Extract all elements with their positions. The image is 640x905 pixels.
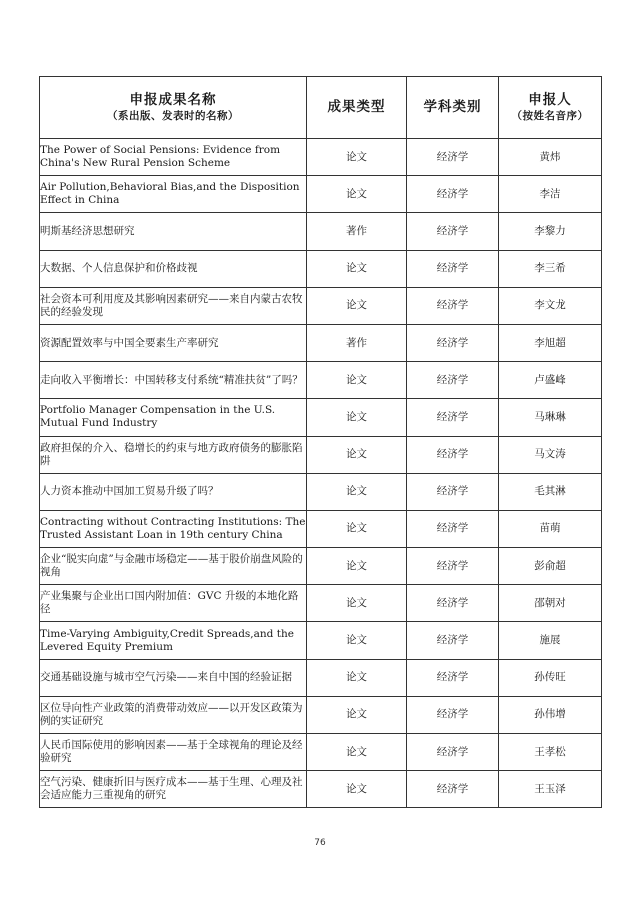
table-row bbox=[40, 213, 602, 250]
row-type: 论文 bbox=[307, 771, 407, 808]
row-author: 李文龙 bbox=[499, 287, 602, 324]
row-type: 论文 bbox=[307, 510, 407, 547]
row-type: 论文 bbox=[307, 287, 407, 324]
table-row bbox=[40, 585, 602, 622]
row-type: 论文 bbox=[307, 139, 407, 176]
row-subject: 经济学 bbox=[407, 696, 499, 733]
row-author: 邵朝对 bbox=[499, 585, 602, 622]
table-row bbox=[40, 287, 602, 324]
row-author: 王孝松 bbox=[499, 734, 602, 771]
header-title-sub: （系出版、发表时的名称） bbox=[107, 109, 239, 122]
table-row bbox=[40, 399, 602, 436]
row-subject: 经济学 bbox=[407, 139, 499, 176]
header-subject bbox=[407, 77, 499, 139]
row-title: 走向收入平衡增长：中国转移支付系统“精准扶贫”了吗？ bbox=[40, 362, 307, 399]
row-author: 毛其淋 bbox=[499, 473, 602, 510]
row-author: 李旭超 bbox=[499, 324, 602, 361]
row-title: 人民币国际使用的影响因素——基于全球视角的理论及经验研究 bbox=[40, 734, 307, 771]
row-type: 论文 bbox=[307, 399, 407, 436]
row-type: 论文 bbox=[307, 250, 407, 287]
header-subject-label: 学科类别 bbox=[423, 99, 482, 115]
table-row bbox=[40, 696, 602, 733]
table-row bbox=[40, 771, 602, 808]
row-title: Time-Varying Ambiguity,Credit Spreads,and the Levered Equity Premium bbox=[40, 622, 307, 659]
row-subject: 经济学 bbox=[407, 176, 499, 213]
row-title: The Power of Social Pensions: Evidence from China's New Rural Pension Scheme bbox=[40, 139, 307, 176]
table-row bbox=[40, 362, 602, 399]
row-subject: 经济学 bbox=[407, 622, 499, 659]
row-title: 资源配置效率与中国全要素生产率研究 bbox=[40, 324, 307, 361]
table-row bbox=[40, 139, 602, 176]
row-title: 交通基础设施与城市空气污染——来自中国的经验证据 bbox=[40, 659, 307, 696]
row-type: 论文 bbox=[307, 436, 407, 473]
row-author: 彭俞超 bbox=[499, 548, 602, 585]
row-title: 人力资本推动中国加工贸易升级了吗？ bbox=[40, 473, 307, 510]
row-title: Contracting without Contracting Institutions: The Trusted Assistant Loan in 19th century China bbox=[40, 510, 307, 547]
header-author bbox=[499, 77, 602, 139]
table-row bbox=[40, 436, 602, 473]
row-author: 施展 bbox=[499, 622, 602, 659]
row-type: 论文 bbox=[307, 176, 407, 213]
row-title: 企业“脱实向虚”与金融市场稳定——基于股价崩盘风险的视角 bbox=[40, 548, 307, 585]
table-row bbox=[40, 510, 602, 547]
page-number: 76 bbox=[314, 838, 326, 848]
header-title bbox=[40, 77, 307, 139]
row-type: 论文 bbox=[307, 585, 407, 622]
row-subject: 经济学 bbox=[407, 548, 499, 585]
header-title-main: 申报成果名称 bbox=[129, 91, 217, 108]
table-row bbox=[40, 734, 602, 771]
row-type: 论文 bbox=[307, 659, 407, 696]
row-subject: 经济学 bbox=[407, 585, 499, 622]
table-row bbox=[40, 659, 602, 696]
row-subject: 经济学 bbox=[407, 473, 499, 510]
row-type: 论文 bbox=[307, 548, 407, 585]
row-subject: 经济学 bbox=[407, 324, 499, 361]
header-type-label: 成果类型 bbox=[327, 99, 386, 115]
row-title: 明斯基经济思想研究 bbox=[40, 213, 307, 250]
row-subject: 经济学 bbox=[407, 213, 499, 250]
row-title: 大数据、个人信息保护和价格歧视 bbox=[40, 250, 307, 287]
row-subject: 经济学 bbox=[407, 362, 499, 399]
header-author-main: 申报人 bbox=[528, 91, 572, 108]
row-author: 王玉泽 bbox=[499, 771, 602, 808]
results-table bbox=[39, 76, 602, 808]
row-subject: 经济学 bbox=[407, 659, 499, 696]
row-author: 卢盛峰 bbox=[499, 362, 602, 399]
row-author: 苗萌 bbox=[499, 510, 602, 547]
row-subject: 经济学 bbox=[407, 287, 499, 324]
table-row bbox=[40, 548, 602, 585]
row-title: Portfolio Manager Compensation in the U.S. Mutual Fund Industry bbox=[40, 399, 307, 436]
row-title: 政府担保的介入、稳增长的约束与地方政府债务的膨胀陷阱 bbox=[40, 436, 307, 473]
row-subject: 经济学 bbox=[407, 399, 499, 436]
table-row bbox=[40, 473, 602, 510]
row-author: 李三希 bbox=[499, 250, 602, 287]
table-row bbox=[40, 324, 602, 361]
table-row bbox=[40, 250, 602, 287]
header-author-sub: （按姓名音序） bbox=[511, 109, 589, 122]
row-author: 李黎力 bbox=[499, 213, 602, 250]
row-title: Air Pollution,Behavioral Bias,and the Disposition Effect in China bbox=[40, 176, 307, 213]
row-type: 论文 bbox=[307, 696, 407, 733]
row-type: 论文 bbox=[307, 734, 407, 771]
row-title: 区位导向性产业政策的消费带动效应——以开发区政策为例的实证研究 bbox=[40, 696, 307, 733]
row-author: 孙伟增 bbox=[499, 696, 602, 733]
row-author: 黄炜 bbox=[499, 139, 602, 176]
row-title: 社会资本可利用度及其影响因素研究——来自内蒙古农牧民的经验发现 bbox=[40, 287, 307, 324]
row-author: 孙传旺 bbox=[499, 659, 602, 696]
row-type: 论文 bbox=[307, 473, 407, 510]
row-subject: 经济学 bbox=[407, 771, 499, 808]
row-author: 李洁 bbox=[499, 176, 602, 213]
row-type: 论文 bbox=[307, 622, 407, 659]
row-author: 马琳琳 bbox=[499, 399, 602, 436]
row-type: 著作 bbox=[307, 213, 407, 250]
row-title: 空气污染、健康折旧与医疗成本——基于生理、心理及社会适应能力三重视角的研究 bbox=[40, 771, 307, 808]
table-header-row bbox=[40, 77, 602, 139]
row-type: 著作 bbox=[307, 324, 407, 361]
table-row bbox=[40, 622, 602, 659]
row-type: 论文 bbox=[307, 362, 407, 399]
row-subject: 经济学 bbox=[407, 510, 499, 547]
header-type bbox=[307, 77, 407, 139]
row-author: 马文涛 bbox=[499, 436, 602, 473]
row-subject: 经济学 bbox=[407, 250, 499, 287]
row-title: 产业集聚与企业出口国内附加值：GVC 升级的本地化路径 bbox=[40, 585, 307, 622]
table-row bbox=[40, 176, 602, 213]
row-subject: 经济学 bbox=[407, 734, 499, 771]
row-subject: 经济学 bbox=[407, 436, 499, 473]
table-body bbox=[40, 139, 602, 808]
